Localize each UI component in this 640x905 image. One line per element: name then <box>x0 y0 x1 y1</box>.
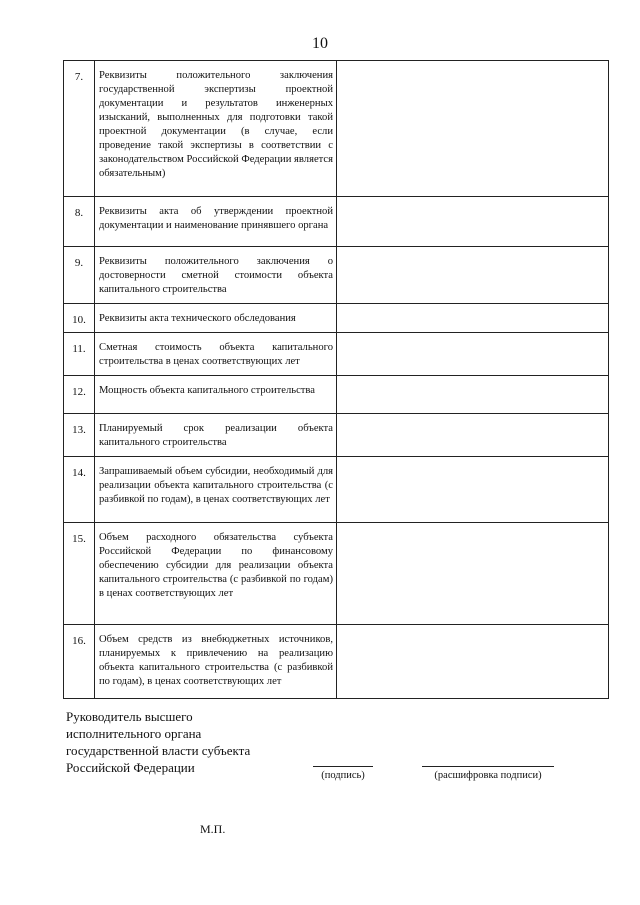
row-description: Сметная стоимость объекта капитального строительства в ценах соответствующих лет <box>95 333 337 376</box>
row-number: 8. <box>64 197 95 247</box>
table-row <box>64 197 609 247</box>
decoding-label: (расшифровка подписи) <box>434 770 542 781</box>
row-value-cell[interactable] <box>337 333 609 376</box>
row-description: Объем средств из внебюджетных источников, планируемых к привлечению на реализацию объекта капитального строительства (с разбивкой по годам), в ценах соответствующих лет <box>95 625 337 699</box>
signature-line <box>313 766 373 767</box>
row-number: 15. <box>64 523 95 625</box>
table-row <box>64 414 609 457</box>
table-row <box>64 247 609 304</box>
row-description: Объем расходного обязательства субъекта Российской Федерации по финансовому обеспечению субсидии для реализации объекта капитального строительства (с разбивкой по годам) в ценах соответствующих лет <box>95 523 337 625</box>
row-description: Реквизиты положительного заключения о достоверности сметной стоимости объекта капитального строительства <box>95 247 337 304</box>
row-number: 11. <box>64 333 95 376</box>
row-value-cell[interactable] <box>337 247 609 304</box>
table-row <box>64 333 609 376</box>
row-value-cell[interactable] <box>337 625 609 699</box>
row-number: 16. <box>64 625 95 699</box>
row-number: 10. <box>64 304 95 333</box>
row-value-cell[interactable] <box>337 61 609 197</box>
row-value-cell[interactable] <box>337 457 609 523</box>
row-value-cell[interactable] <box>337 414 609 457</box>
table-row <box>64 457 609 523</box>
row-description: Мощность объекта капитального строительства <box>95 376 337 414</box>
table-row <box>64 61 609 197</box>
signer-title: Руководитель высшего исполнительного органа государственной власти субъекта Российской Федерации <box>66 709 251 775</box>
row-description: Запрашиваемый объем субсидии, необходимый для реализации объекта капитального строительства (с разбивкой по годам), в ценах соответствующих лет <box>95 457 337 523</box>
row-description: Планируемый срок реализации объекта капитального строительства <box>95 414 337 457</box>
table-row <box>64 523 609 625</box>
row-value-cell[interactable] <box>337 523 609 625</box>
row-number: 12. <box>64 376 95 414</box>
row-number: 13. <box>64 414 95 457</box>
stamp-label: М.П. <box>200 822 226 836</box>
row-number: 14. <box>64 457 95 523</box>
row-description: Реквизиты акта технического обследования <box>95 304 337 333</box>
requisites-table <box>63 60 609 699</box>
row-value-cell[interactable] <box>337 376 609 414</box>
table-row <box>64 625 609 699</box>
row-description: Реквизиты акта об утверждении проектной документации и наименование принявшего органа <box>95 197 337 247</box>
signature-label: (подпись) <box>321 770 365 781</box>
row-number: 9. <box>64 247 95 304</box>
table-row <box>64 304 609 333</box>
row-number: 7. <box>64 61 95 197</box>
decoding-line <box>422 766 554 767</box>
table-row <box>64 376 609 414</box>
row-value-cell[interactable] <box>337 304 609 333</box>
row-description: Реквизиты положительного заключения государственной экспертизы проектной документации и результатов инженерных изысканий, выполненных для подготовки такой проектной документации (в случае, если проведение такой экспертизы в соответствии с законодательством Российской Федерации является обязательным) <box>95 61 337 197</box>
page-number: 10 <box>312 35 328 52</box>
row-value-cell[interactable] <box>337 197 609 247</box>
